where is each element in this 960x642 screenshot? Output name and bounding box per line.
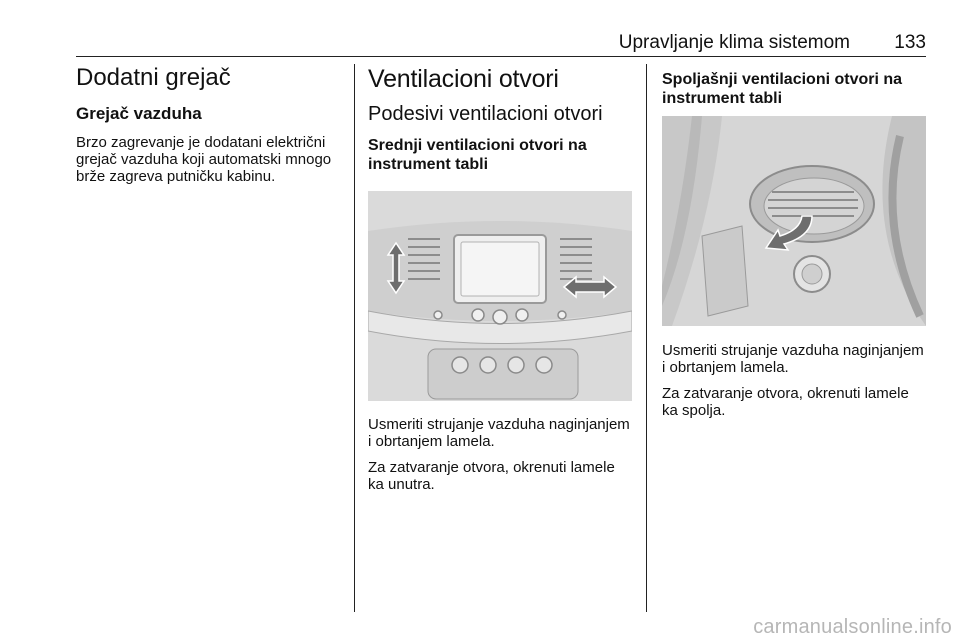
site-watermark: carmanualsonline.info bbox=[753, 616, 952, 638]
column-3-text bbox=[662, 342, 926, 419]
body-text: Usmeriti strujanje vazduha naginjanjem i obrtanjem lamela. bbox=[368, 416, 630, 450]
column-divider bbox=[354, 64, 355, 612]
body-text: Za zatvaranje otvora, okrenuti lamele ka spolja. bbox=[662, 385, 909, 419]
column-2-text bbox=[368, 416, 632, 493]
column-1 bbox=[76, 64, 342, 185]
column-divider bbox=[646, 64, 647, 612]
subheading: Podesivi ventilacioni otvori bbox=[368, 103, 603, 125]
center-vents-drawing bbox=[368, 191, 632, 401]
outer-vents-drawing bbox=[662, 116, 926, 326]
header-title: Upravljanje klima sistemom bbox=[618, 32, 850, 53]
body-text: Za zatvaranje otvora, okrenuti lamele ka unutra. bbox=[368, 459, 615, 493]
center-vents-illustration bbox=[368, 191, 632, 401]
column-2 bbox=[368, 64, 632, 174]
subheading: Grejač vazduha bbox=[76, 104, 202, 123]
column-3 bbox=[662, 70, 926, 108]
section-heading: Dodatni grejač bbox=[76, 64, 231, 91]
page-number: 133 bbox=[894, 32, 926, 53]
section-title: Spoljašnji ventilacioni otvori na instrument tabli bbox=[662, 71, 903, 107]
body-text: Usmeriti strujanje vazduha naginjanjem i obrtanjem lamela. bbox=[662, 342, 924, 376]
section-heading: Ventilacioni otvori bbox=[368, 65, 559, 93]
header-rule bbox=[76, 56, 926, 57]
outer-vents-illustration bbox=[662, 116, 926, 326]
body-text: Brzo zagrevanje je dodatani električni grejač vazduha koji automatski mnogo brže zagreva putničku kabinu. bbox=[76, 134, 332, 185]
section-title: Srednji ventilacioni otvori na instrument tabli bbox=[368, 137, 587, 173]
